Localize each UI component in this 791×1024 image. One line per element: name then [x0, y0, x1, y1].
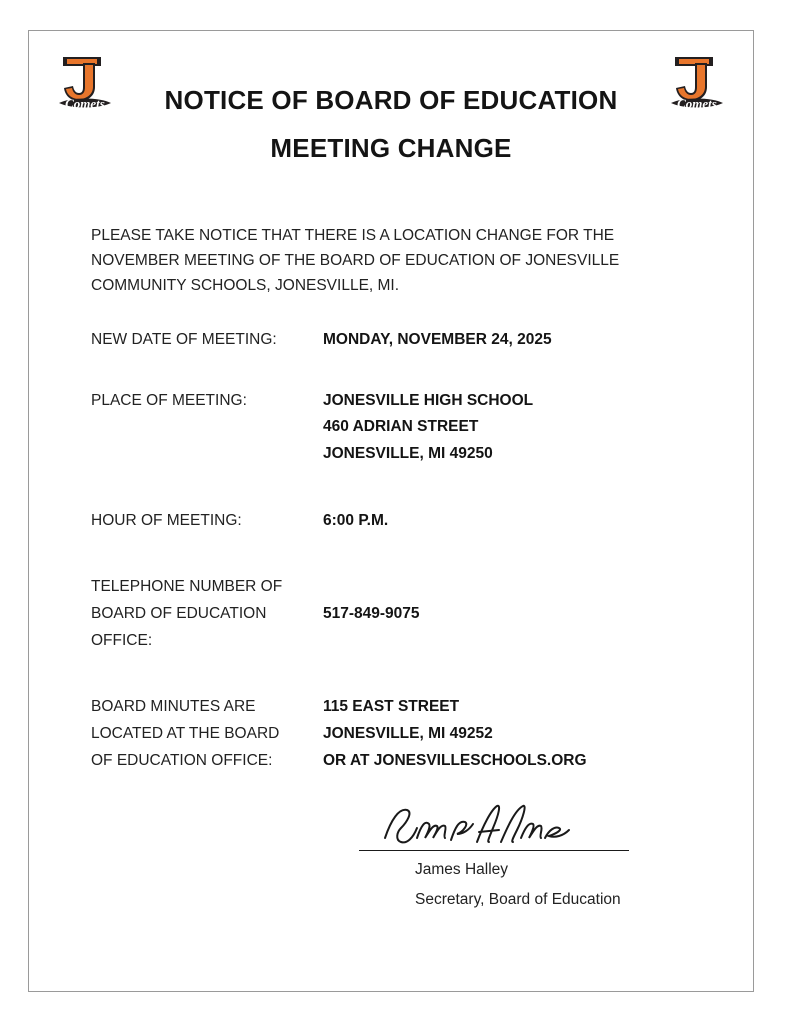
page-title [29, 87, 753, 161]
document-page [28, 30, 754, 992]
handwritten-signature-icon [377, 798, 577, 850]
notice-paragraph: PLEASE TAKE NOTICE THAT THERE IS A LOCATION CHANGE FOR THE NOVEMBER MEETING OF THE BOARD OF EDUCATION OF JONESVILLE COMMUNITY SCHOOLS, JONESVILLE, MI. [91, 227, 620, 295]
field-hour [91, 508, 711, 535]
field-label-board-minutes: BOARD MINUTES ARE LOCATED AT THE BOARD OF EDUCATION OFFICE: [91, 698, 280, 769]
signatory-title: Secretary, Board of Education [415, 891, 621, 908]
title-line-2: MEETING CHANGE [270, 133, 512, 163]
field-label-new-date: NEW DATE OF MEETING: [91, 331, 277, 348]
field-value-board-minutes: 115 EAST STREET JONESVILLE, MI 49252 OR AT JONESVILLESCHOOLS.ORG [323, 698, 587, 769]
signature-line [359, 850, 629, 851]
signatory-name: James Halley [415, 861, 509, 878]
field-value-new-date: MONDAY, NOVEMBER 24, 2025 [323, 331, 552, 348]
meeting-details [91, 327, 711, 774]
field-label-place: PLACE OF MEETING: [91, 391, 247, 409]
field-value-hour: 6:00 P.M. [323, 511, 389, 529]
field-telephone [91, 574, 711, 654]
title-line-1: NOTICE OF BOARD OF EDUCATION [164, 85, 618, 115]
svg-text:Comets: Comets [65, 96, 105, 111]
field-label-hour: HOUR OF MEETING: [91, 511, 242, 529]
field-label-telephone: TELEPHONE NUMBER OF BOARD OF EDUCATION OFFICE: [91, 578, 283, 649]
svg-text:Comets: Comets [677, 96, 717, 111]
field-board-minutes [91, 694, 711, 774]
field-place [91, 388, 711, 468]
field-value-place: JONESVILLE HIGH SCHOOL 460 ADRIAN STREET JONESVILLE, MI 49250 [323, 391, 534, 462]
field-value-telephone: 517-849-9075 [323, 604, 420, 622]
field-new-date [91, 327, 711, 354]
